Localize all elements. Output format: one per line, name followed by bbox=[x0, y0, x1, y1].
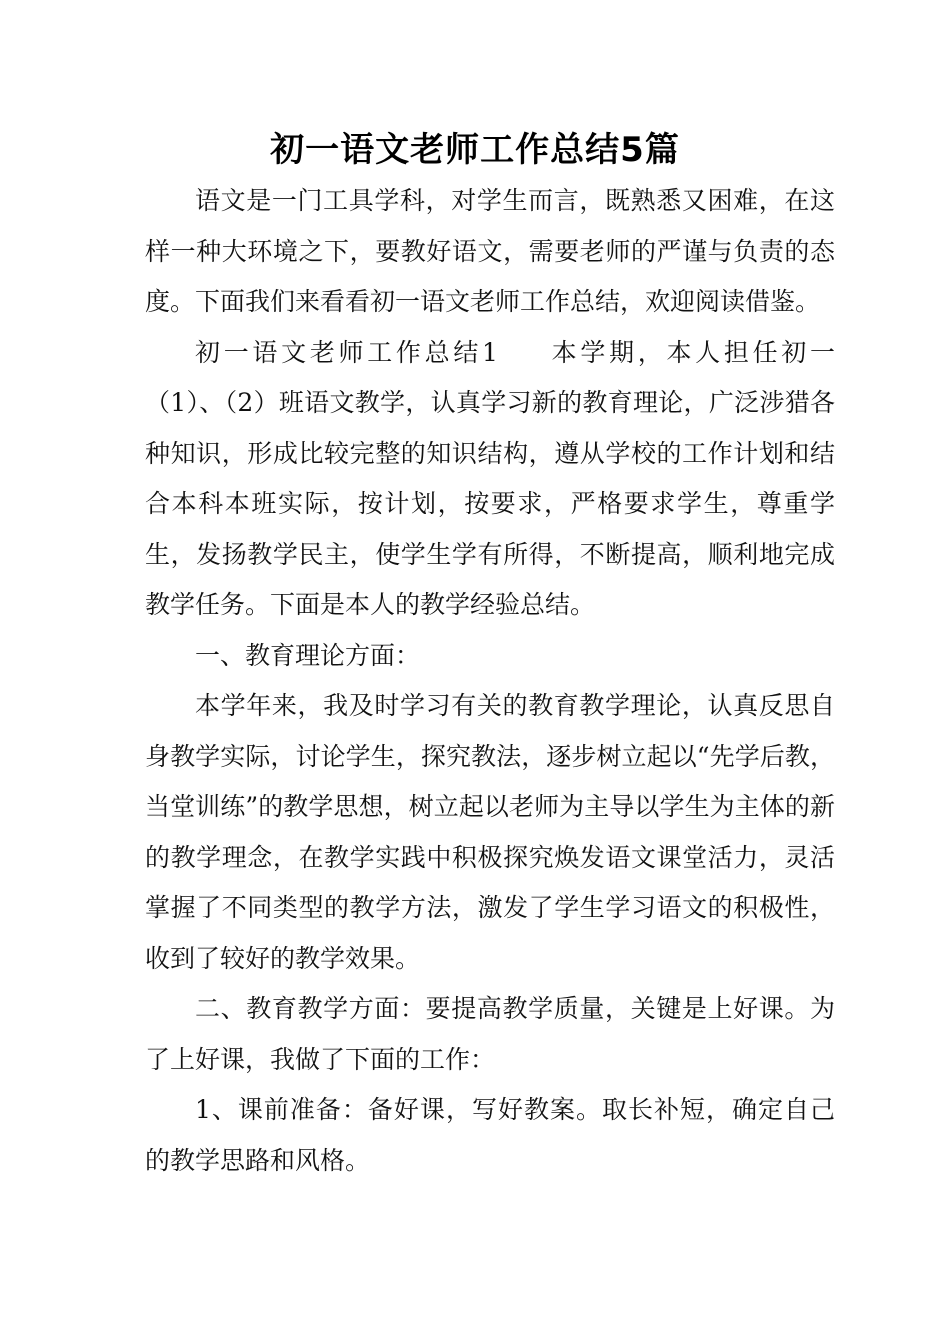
teaching-paragraph: 二、教育教学方面：要提高教学质量，关键是上好课。为了上好课，我做了下面的工作： bbox=[145, 994, 835, 1074]
theory-paragraph: 本学年来，我及时学习有关的教育教学理论，认真反思自身教学实际，讨论学生，探究教法，逐步树立起以“先学后教，当堂训练”的教学思想，树立起以老师为主导以学生为主体的新的教学理念，在教学实践中积极探究焕发语文课堂活力，灵活掌握了不同类型的教学方法，激发了学生学习语文的积极性，收到了较好的教学效果。 bbox=[145, 691, 835, 973]
intro-paragraph: 语文是一门工具学科，对学生而言，既熟悉又困难，在这样一种大环境之下，要教好语文，需要老师的严谨与负责的态度。下面我们来看看初一语文老师工作总结，欢迎阅读借鉴。 bbox=[145, 186, 835, 316]
section-heading: 初一语文老师工作总结1 bbox=[195, 337, 498, 367]
section-intro-text: 本学期，本人担任初一（1）、（2）班语文教学，认真学习新的教育理论，广泛涉猎各种知识，形成比较完整的知识结构，遵从学校的工作计划和结合本科本班实际，按计划，按要求，严格要求学生，尊重学生，发扬教学民主，使学生学有所得，不断提高，顺利地完成教学任务。下面是本人的教学经验总结。 bbox=[145, 337, 835, 619]
subheading-theory: 一、教育理论方面： bbox=[195, 640, 421, 670]
document-title: 初一语文老师工作总结5篇 bbox=[270, 130, 680, 170]
section-paragraph bbox=[145, 328, 835, 631]
document-body bbox=[145, 176, 835, 1186]
preparation-paragraph: 1、课前准备：备好课，写好教案。取长补短，确定自己的教学思路和风格。 bbox=[145, 1095, 835, 1175]
